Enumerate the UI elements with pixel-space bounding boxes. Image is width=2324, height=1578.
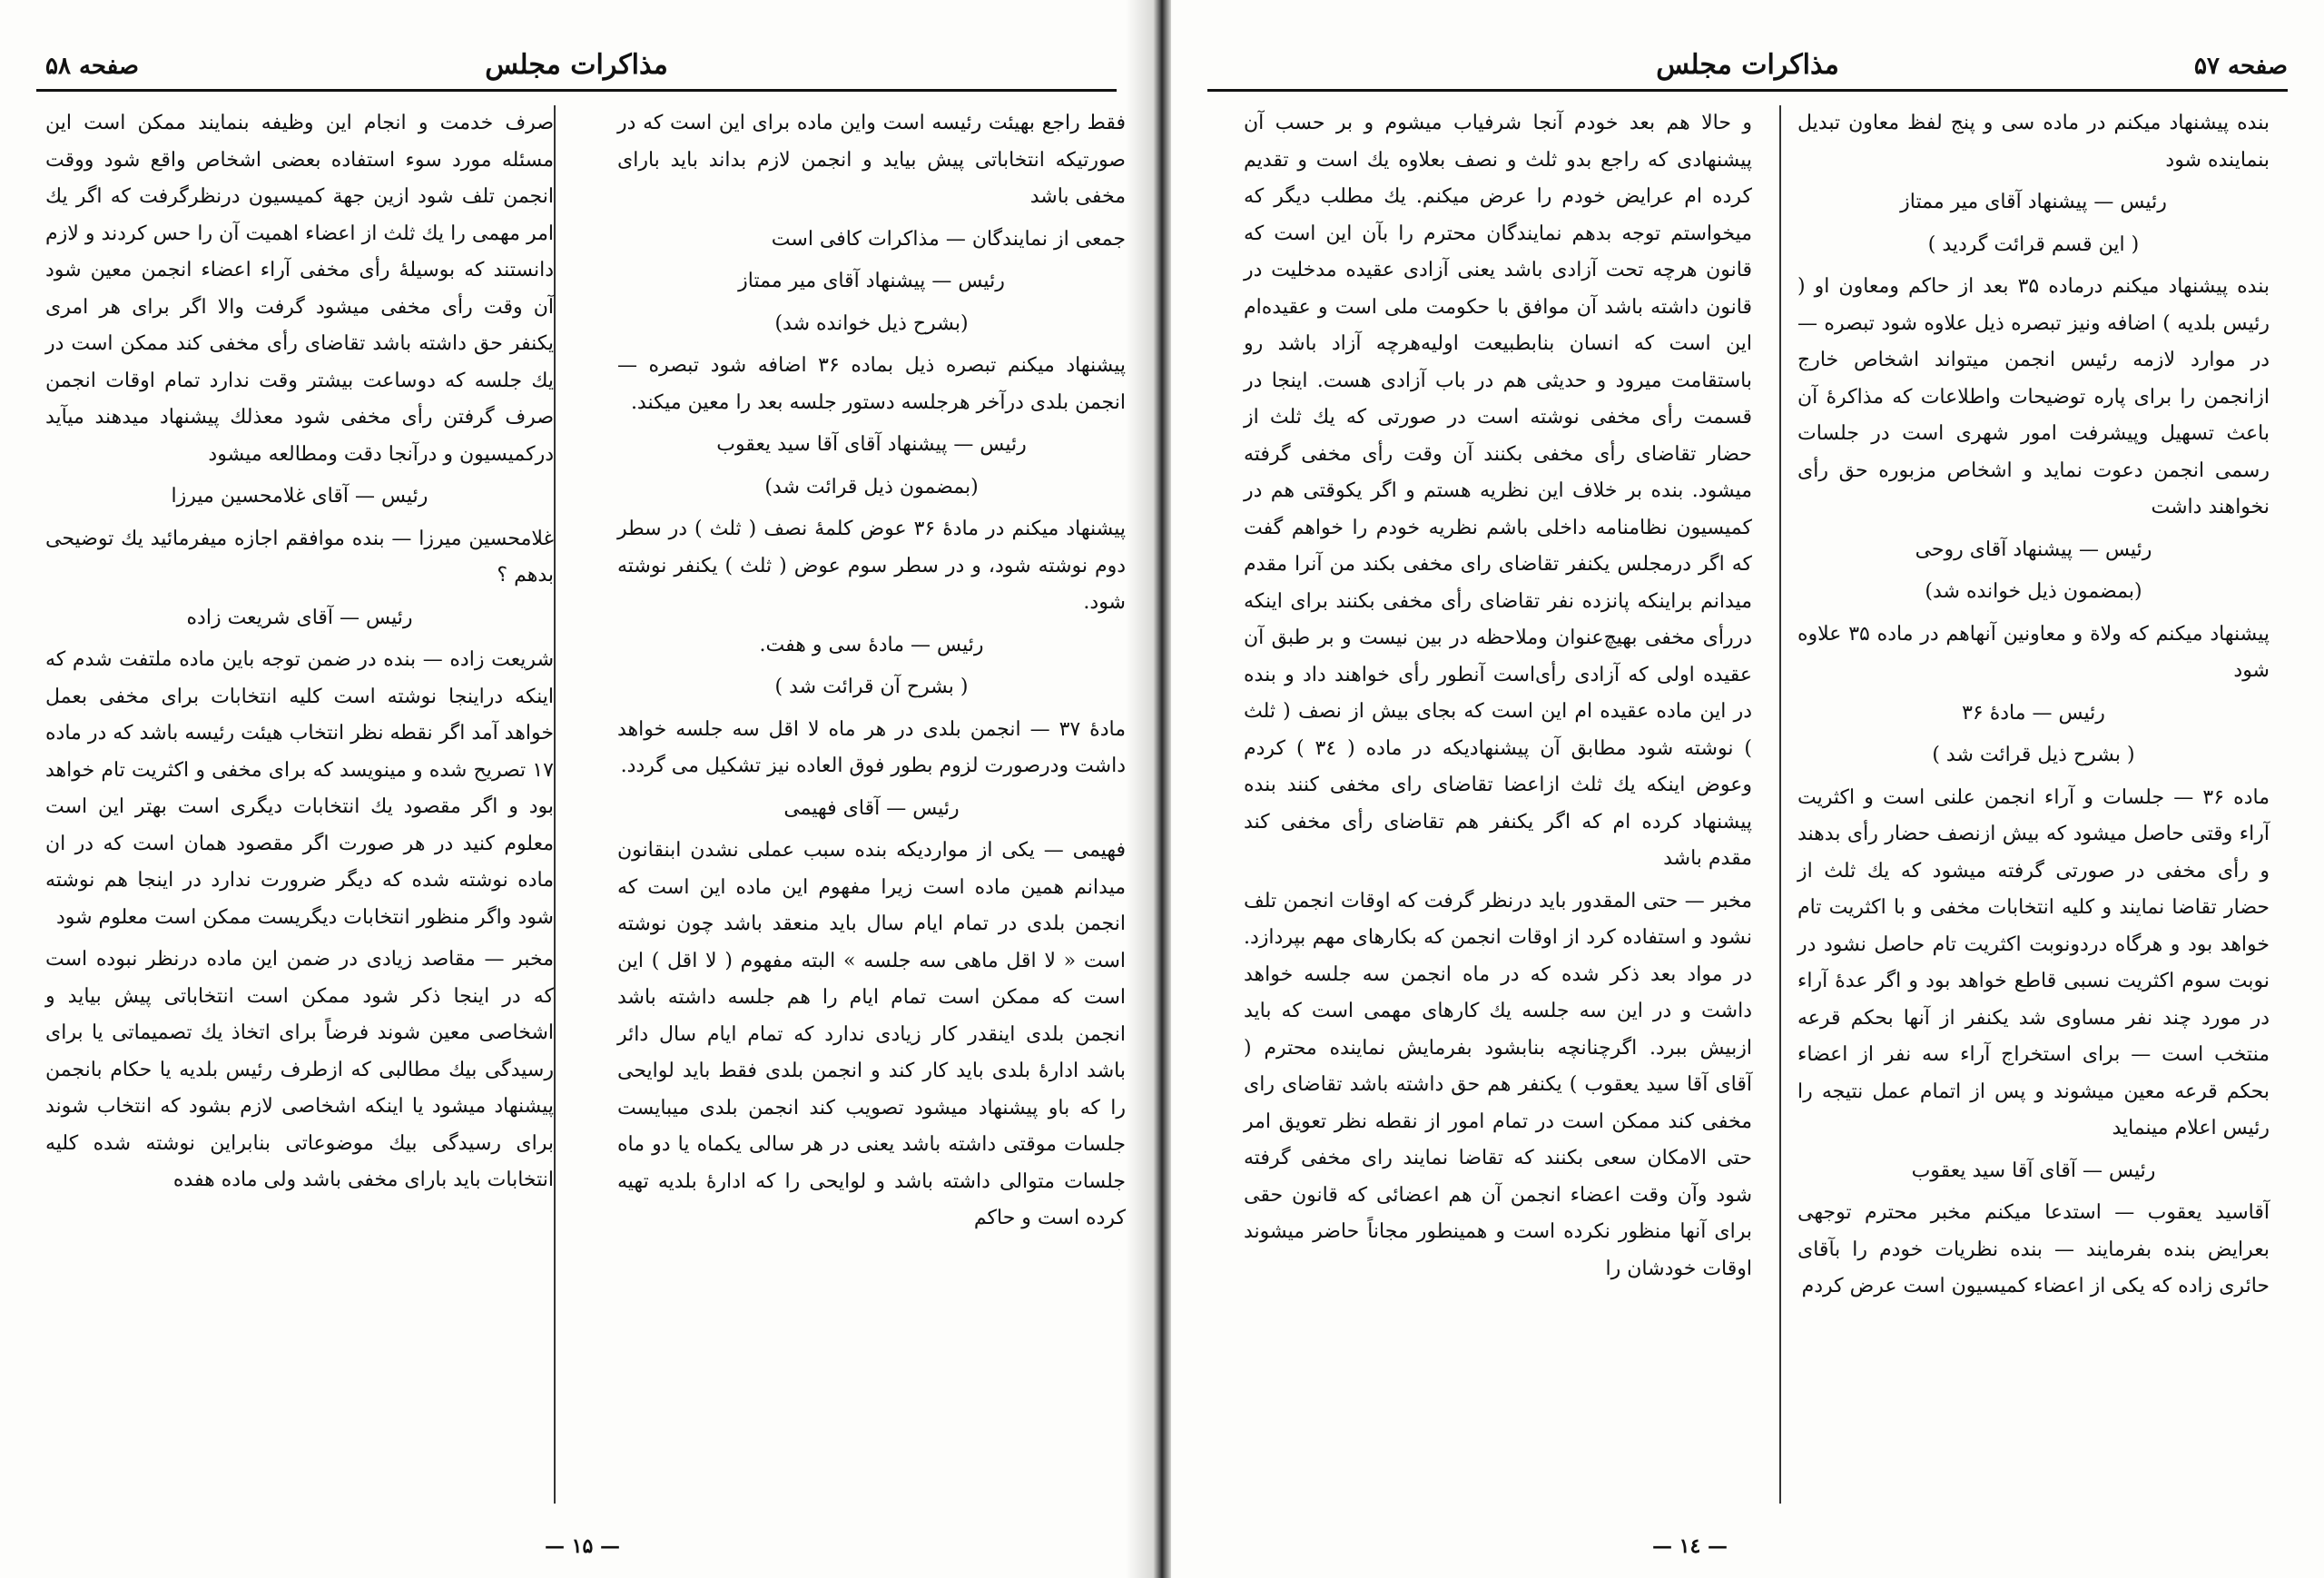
speaker-heading: رئیس — مادهٔ سی و هفت. [759, 633, 984, 656]
speaker-heading: رئیس — آقای آقا سید یعقوب [1911, 1159, 2156, 1182]
left-header-title: مذاکرات مجلس [485, 49, 668, 81]
speaker-heading: رئیس — پیشنهاد آقای روحی [1915, 538, 2152, 561]
speaker-heading: ( بشرح ذیل قرائت شد ) [1932, 744, 2135, 766]
speaker-heading: رئیس — پیشنهاد آقای میر ممتاز [1900, 191, 2167, 213]
left-page [0, 0, 1153, 1578]
speaker-heading: رئیس — آقای غلامحسین میرزا [171, 485, 428, 508]
paragraph: آقاسید یعقوب — استدعا میکنم مخبر محترم توجهی بعرایض بنده بفرمایند — بنده نظریات خودم را بآقای حائری زاده که یکی از اعضاء کمیسیون است عرض کردم [1797, 1201, 2270, 1297]
speaker-heading: رئیس — آقای فهیمی [783, 796, 960, 820]
left-footer-page-number: — ۱۵ — [545, 1534, 620, 1558]
paragraph: پیشنهاد میکنم که ولاة و معاونین آنهاهم در ماده ۳۵ علاوه شود [1797, 622, 2270, 682]
speaker-heading: رئیس — آقای شریعت زاده [186, 606, 413, 629]
paragraph: فهیمی — یکی از مواردیکه بنده سبب عملی نشدن ابنقانون میدانم همین ماده است زیرا مفهوم این ماده این است که انجمن بلدی در تمام ایام سال باید منعقد باشد چون نوشته است « لا اقل ماهی سه جلسه » البته مفهوم ( لا اقل ) این است که ممکن است تمام ایام را هم جلسه داشته باشد انجمن بلدی اینقدر کار زیادی ندارد که تمام ایام سال دائر باشد ادارهٔ بلدی باید کار کند و انجمن بلدی فقط باید لوایحی را که باو پیشنهاد میشود تصویب کند انجمن بلدی میبایست جلسات موقتی داشته باشد یعنی در هر سالی یکماه یا دو ماه جلسات متوالی داشته باشد و لوایحی را که ادارهٔ بلدیه تهیه کرده است و حاکم [617, 839, 1126, 1229]
paragraph: ماده ۳۶ — جلسات و آراء انجمن علنی است و اکثریت آراء وقتی حاصل میشود که بیش ازنصف حضار رأی بدهند و رأی مخفی در صورتی گرفته میشود که یك ثلث از حضار تقاضا نمایند و کلیه انتخابات مخفی و با اکثریت تام خواهد بود و هرگاه دردونوبت اکثریت تام حاصل نشود در نوبت سوم اکثریت نسبی قاطع خواهد بود و اگر عدهٔ آراء در مورد چند نفر مساوی شد یکنفر از آنها بحکم قرعه منتخب است — برای استخراج آراء سه نفر از اعضاء بحکم قرعه معین میشوند و پس از اتمام عمل نتیجه را رئیس اعلام مینماید [1797, 785, 2270, 1139]
speaker-heading: رئیس — پیشنهاد آقای میر ممتاز [738, 270, 1005, 292]
speaker-heading: (بمضمون ذیل خوانده شد) [1925, 580, 2142, 603]
column-divider [554, 105, 556, 1504]
speaker-heading: رئیس — پیشنهاد آقای آقا سید یعقوب [716, 433, 1027, 456]
paragraph: مخبر — حتی المقدور باید درنظر گرفت که اوقات انجمن تلف نشود و استفاده کرد از اوقات انجمن که بکارهای مهم بپردازد. در مواد بعد ذکر شده که در ماه انجمن سه جلسه خواهد داشت و در این سه جلسه یك کارهای مهمی است که باید ازبیش ببرد. اگرچنانچه بنابشود بفرمایش نماینده محترم ( آقای آقا سید یعقوب ) یکنفر هم حق داشته باشد تقاضای رای مخفی کند ممکن است در تمام امور از نقطه نظر تعویق امر حتی الامکان سعی بکنند که تقاضا نمایند رای مخفی گرفته شود وآن وقت اعضاء انجمن آن هم اعضائی که قانون حقی برای آنها منظور نکرده است و همینطور مجاناً حاضر میشوند اوقات خودشان را [1244, 889, 1752, 1280]
speaker-heading: (بشرح ذیل خوانده شد) [774, 311, 969, 335]
paragraph: مادهٔ ۳۷ — انجمن بلدی در هر ماه لا اقل سه جلسه خواهد داشت ودرصورت لزوم بطور فوق العاده نیز تشکیل می گردد. [617, 717, 1126, 777]
column-divider [1779, 105, 1781, 1504]
left-page-header [36, 49, 1117, 92]
speaker-heading: (بمضمون ذیل قرائت شد) [764, 475, 979, 498]
right-page-right-column [1797, 105, 2270, 1311]
paragraph: مخبر — مقاصد زیادی در ضمن این ماده درنظر نبوده است که در اینجا ذکر شود ممکن است انتخاباتی پیش بیاید و اشخاصی معین شوند فرضاً برای اتخاذ یك تصمیماتی یا برای رسیدگی بیك مطالبی که ازطرف رئیس بلدیه یا حکام بانجمن پیشنهاد میشود یا اینکه اشخاصی لازم بشود که انتخاب شوند برای رسیدگی بیك موضوعاتی بنابراین نوشته شده کلیه انتخابات باید باراى مخفی باشد ولی ماده هفده [45, 948, 555, 1191]
paragraph: پیشنهاد میکنم تبصره ذیل بماده ۳۶ اضافه شود تبصره — انجمن بلدی درآخر هرجلسه دستور جلسه بعد را معین میکند. [617, 354, 1126, 414]
right-header-page-number: صفحه ۵۷ [2194, 53, 2288, 80]
right-footer-page-number: — ۱٤ — [1652, 1534, 1728, 1558]
paragraph: پیشنهاد میکنم در مادهٔ ۳۶ عوض کلمهٔ نصف ( ثلث ) در سطر دوم نوشته شود، و در سطر سوم عوض ( ثلث ) یکنفر نوشته شود. [617, 518, 1126, 614]
paragraph: بنده پیشنهاد میکنم در ماده سی و پنج لفظ معاون تبدیل بنماینده شود [1797, 112, 2270, 172]
left-page-left-column [45, 105, 554, 1205]
left-page-right-column [617, 105, 1126, 1243]
paragraph: جمعی از نمایندگان — مذاکرات کافی است [771, 227, 1126, 251]
paragraph: صرف خدمت و انجام این وظیفه بنمایند ممکن است این مسئله مورد سوء استفاده بعضی اشخاص واقع شود ووقت انجمن تلف شود ازین جهة کمیسیون درنظرگرفت که اگر یك امر مهمی را یك ثلث از اعضاء اهمیت آن را حس کردند و لازم دانستند که بوسیلهٔ رأی مخفی آراء اعضاء انجمن معین شود آن وقت رأی مخفی میشود گرفت والا اگر برای هر امری یکنفر حق داشته باشد تقاضای رأی مخفی کند ممکن است در یك جلسه که دوساعت بیشتر وقت ندارد تمام اوقات انجمن صرف گرفتن رأی مخفی شود معذلك پیشنهاد میدهند میآید درکمیسیون و درآنجا دقت ومطالعه میشود [45, 112, 554, 466]
paragraph: شریعت زاده — بنده در ضمن توجه باین ماده ملتفت شدم که اینکه دراینجا نوشته است کلیه انتخابات برای مخفی بعمل خواهد آمد اگر نقطه نظر انتخاب هیئت رئیسه باشد که در ماده ۱۷ تصریح شده و مینویسد که برای مخفی و اکثریت تام خواهد بود و اگر مقصود یك انتخابات دیگری است بهتر این است معلوم کنید در هر صورت اگر مقصود همان است که در ان ماده نوشته شده که دیگر ضرورت ندارد در اینجا هم نوشته شود واگر منظور انتخابات دیگریست ممکن است معلوم شود [45, 648, 554, 929]
speaker-heading: ( این قسم قرائت گردید ) [1927, 232, 2140, 256]
paragraph: غلامحسین میرزا — بنده موافقم اجازه میفرمائید یك توضیحی بدهم ؟ [45, 527, 554, 587]
paragraph: فقط راجع بهیئت رئیسه است واین ماده برای این است که در صورتیکه انتخاباتی پیش بیاید و انجمن لازم بداند باید باراى مخفی باشد [617, 112, 1126, 208]
paragraph: بنده پیشنهاد میکنم درماده ۳۵ بعد از حاکم ومعاون او ( رئیس بلدیه ) اضافه ونیز تبصره ذیل علاوه شود تبصره — در موارد لازمه رئیس انجمن میتواند اشخاص خارج ازانجمن را برای پاره توضیحات واطلاعات که مذاکرهٔ آن باعث تسهیل وپیشرفت امور شهری است در جلسات رسمی انجمن دعوت نماید و اشخاص مزبوره حق رأی نخواهند داشت [1797, 275, 2270, 518]
speaker-heading: ( بشرح آن قرائت شد ) [774, 676, 969, 698]
right-page-header [1207, 49, 2288, 92]
right-page [1171, 0, 2324, 1578]
left-header-page-number: صفحه ۵۸ [45, 53, 139, 80]
speaker-heading: رئیس — مادهٔ ۳۶ [1962, 701, 2105, 725]
paragraph: و حالا هم بعد خودم آنجا شرفیاب میشوم و بر حسب آن پیشنهادی که راجع بدو ثلث و نصف بعلاوه یك است و تقدیم کرده ام عرایض خودم را عرض میکنم. یك مطلب دیگر که میخواستم توجه بدهم نمایندگان محترم را بآن این است که قانون هرچه تحت آزادی باشد یعنی آزادی عقیده مدخلیت در قانون داشته باشد آن موافق با حکومت ملی است و عقیده‌ام این است که انسان بنابطبیعت اولیه‌هرچه آزاد باشد رو باستقامت میرود و حدیثی هم در باب آزادی هست. اینجا در قسمت رأی مخفی نوشته است در صورتی که یك ثلث از حضار تقاضای رأی مخفی بکنند آن وقت رأی مخفی گرفته میشود. بنده بر خلاف این نظریه هستم و اگر یکوقتی هم در کمیسیون نظامنامه داخلی باشم نظریه خودم را خواهم گفت که اگر درمجلس یکنفر تقاضای رای مخفی بکند من آنرا مقدم میدانم براینکه پانزده نفر تقاضای رأی مخفی بکنند برای اینکه دررأی مخفی بهیچ‌عنوان وملاحظه در بین نیست و بر طبق آن عقیده اولی که آزادی رأی‌است آنطور رأی خواهند داد و بنده در این ماده عقیده ام این است که بجای بیش از نصف ( ثلث ) نوشته شود مطابق آن پیشنهادیکه در ماده ( ۳٤ ) کردم وعوض اینکه یك ثلث ازاعضا تقاضای رای مخفی کنند بنده پیشنهاد کرده ام که اگر یکنفر هم تقاضای رأی مخفی کند مقدم باشد [1244, 112, 1753, 870]
right-header-title: مذاکرات مجلس [1656, 49, 1839, 81]
right-page-left-column [1244, 105, 1752, 1293]
